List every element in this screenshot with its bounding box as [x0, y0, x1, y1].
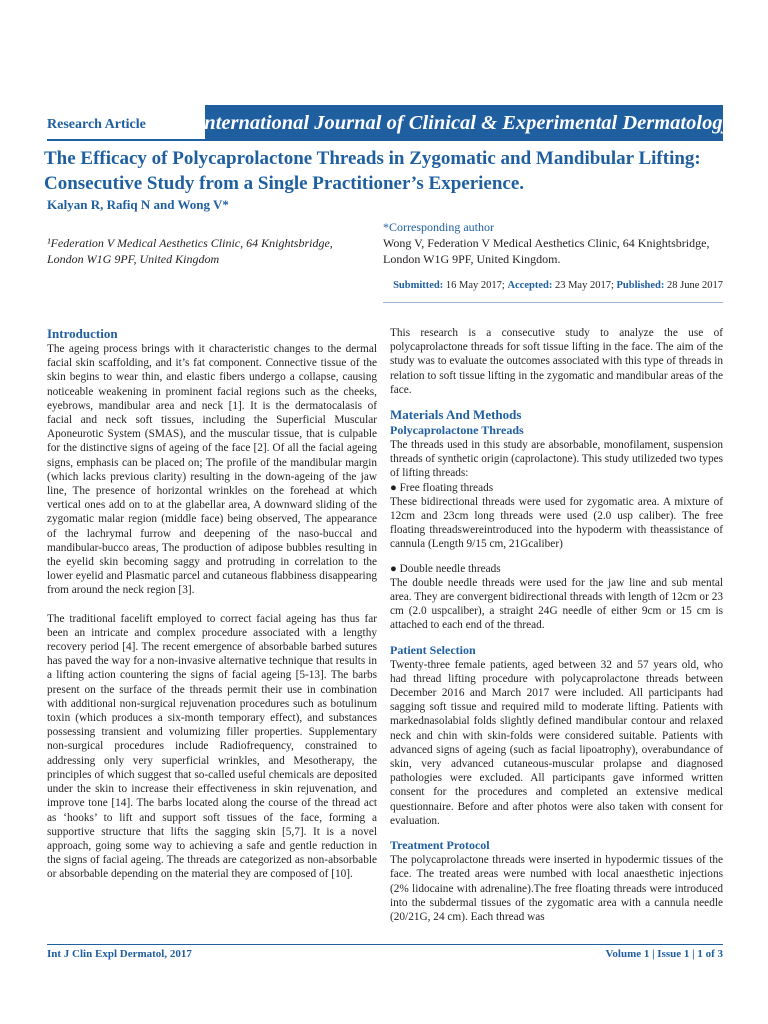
author-affiliation: ¹Federation V Medical Aesthetics Clinic, 64 Knightsbridge, London W1G 9PF, United Kingdom [47, 236, 333, 266]
intro-paragraph-2: The traditional facelift employed to correct facial ageing has thus far been an intricate and complex procedure associated with a lengthy recovery period [4]. The recent emergence of absorbable barbed sutures has paved the way for a non-invasive alternative technique that results in a lifting action countering the signs of facial ageing [5-13]. The barbs present on the surface of the threads permit their use in combination with additional non-surgical rejuvenation procedures such as botulinum toxin (which produces a six-month temporary effect), and substances possessing transient and volumizing filler properties. Supplementary non-surgical procedures include Radiofrequency, constrained to addressing only very superficial wrinkles, and Mesotherapy, the principles of which suggest that so-called useful chemicals are deposited under the skin to increase their effectiveness in skin rejuvenation, and improve tone [14]. The barbs located along the course of the thread act as ‘hooks’ to lift and support soft tissues of the face, forming a supportive structure that lifts the sagging skin [5,7]. It is a novel approach, going some way to achieving a safe and gentle reduction in the signs of facial ageing. The threads are categorized as non-absorbable or absorbable depending on the material they are composed of [10]. [47, 612, 377, 881]
footer-citation: Int J Clin Expl Dermatol, 2017 [47, 948, 192, 960]
pcl-threads-paragraph: The threads used in this study are absorbable, monofilament, suspension threads of synthetic origin (caprolactone). This study utilizeded two types of lifting threads: [390, 439, 723, 480]
double-needle-bullet: ● Double needle threads [390, 562, 501, 575]
footer-divider [47, 944, 723, 945]
treatment-protocol-heading: Treatment Protocol [390, 838, 490, 853]
pcl-threads-heading: Polycaprolactone Threads [390, 423, 524, 438]
free-floating-paragraph: These bidirectional threads were used for zygomatic area. A mixture of 12cm and 23cm long threads were used (2.0 usp caliber). The free floating threadswereintroduced into the hypoderm with theassistance of cannula (Length 9/15 cm, 21Gcaliber) [390, 495, 723, 551]
introduction-heading: Introduction [47, 326, 118, 341]
accepted-date: 23 May 2017; [554, 280, 614, 291]
publication-dates [383, 280, 723, 291]
free-floating-bullet: ● Free floating threads [390, 481, 494, 494]
submitted-date: 16 May 2017; [445, 280, 505, 291]
submitted-label: Submitted: [393, 280, 444, 291]
intro-paragraph-1: The ageing process brings with it characteristic changes to the dermal facial skin scaffolding, and it’s fat component. Connective tissue of the skin begins to wear thin, and elastic fibers undergo a collapse, causing noticeable weakening in prominent facial regions such as the cheeks, eyebrows, mandibular area and neck [1]. It is the dermatocalasis of facial and neck soft tissues, including the Superficial Muscular Aponeurotic System (SMAS), and the muscular tissue, that is culpable for the distinctive signs of ageing of the face [2]. Of all the facial ageing signs, emphasis can be placed on; The profile of the mandibular margin (which lacks previous clarity) resulting in the down-ageing of the jaw line, The presence of horizontal wrinkles on the forehead at which vertical ones add on to at the glabellar area, A downward sliding of the zygomatic malar region (middle face) being observed, The appearance of the lachrymal furrow and deepening of the naso-buccal and mandibular-bucco areas, The production of adipose bubbles resulting in the eyelid skin becoming saggy and protruding in correlation to the lower eyelid and Plasmatic parcel and cutaneous flabbiness disappearing from around the neck region [3]. [47, 343, 377, 597]
treatment-protocol-paragraph: The polycaprolactone threads were inserted in hypodermic tissues of the face. The treated areas were numbed with local anaesthetic injections (2% lidocaine with adrenaline).The free floating threads were introduced into the subdermal tissues of the zygomatic area with a cannula needle (20/21G, 24 cm). Each thread was [390, 854, 723, 923]
patient-selection-heading: Patient Selection [390, 642, 476, 657]
accepted-label: Accepted: [507, 280, 553, 291]
intro-paragraph-3: This research is a consecutive study to analyze the use of polycaprolactone threads for soft tissue lifting in the face. The aim of the study was to evaluate the outcomes associated with this type of threads in relation to soft tissue lifting in the zygomatic and mandibular areas of the face. [390, 327, 723, 396]
footer-pagination: Volume 1 | Issue 1 | 1 of 3 [605, 948, 723, 960]
article-type-label: Research Article [47, 117, 146, 132]
paper-title: The Efficacy of Polycaprolactone Threads in Zygomatic and Mandibular Lifting: Consecutive Study from a Single Practitioner’s Experience. [44, 148, 701, 194]
corresponding-author-label: *Corresponding author [383, 220, 494, 234]
header-divider [47, 139, 723, 141]
materials-methods-heading: Materials And Methods [390, 407, 522, 423]
corresponding-author-details: Wong V, Federation V Medical Aesthetics Clinic, 64 Knightsbridge, London W1G 9PF, United Kingdom. [383, 236, 710, 266]
published-label: Published: [616, 280, 665, 291]
double-needle-paragraph: The double needle threads were used for the jaw line and sub mental area. They are convergent bidirectional threads with length of 12cm or 23 cm (2.0 uspcaliber), a straight 24G needle of either 9cm or 15 cm is attached to each end of the thread. [390, 576, 723, 632]
published-date: 28 June 2017 [667, 280, 723, 291]
patient-selection-paragraph: Twenty-three female patients, aged between 32 and 57 years old, who had thread lifting procedure with polycaprolactone threads between December 2016 and March 2017 were included. All participants had sagging soft tissue and required mild to moderate lifting. Patients with markednasolabial folds slightly defined mandibular contour and relaxed neck and chin with skin-folds were considered suitable. Patients with advanced signs of ageing (such as facial lipoatrophy), overabundance of skin, very advanced cutaneous-muscular prolapse and diagnosed pathologies were excluded. All participants gave informed written consent for the procedures and completed an extensive medical questionnaire. Before and after photos were also taken with consent for evaluation. [390, 658, 723, 827]
left-column [47, 326, 377, 882]
journal-name-banner: International Journal of Clinical & Experimental Dermatology [205, 105, 723, 141]
dates-divider [383, 302, 723, 303]
right-column [390, 326, 723, 924]
author-list: Kalyan R, Rafiq N and Wong V* [47, 197, 229, 212]
